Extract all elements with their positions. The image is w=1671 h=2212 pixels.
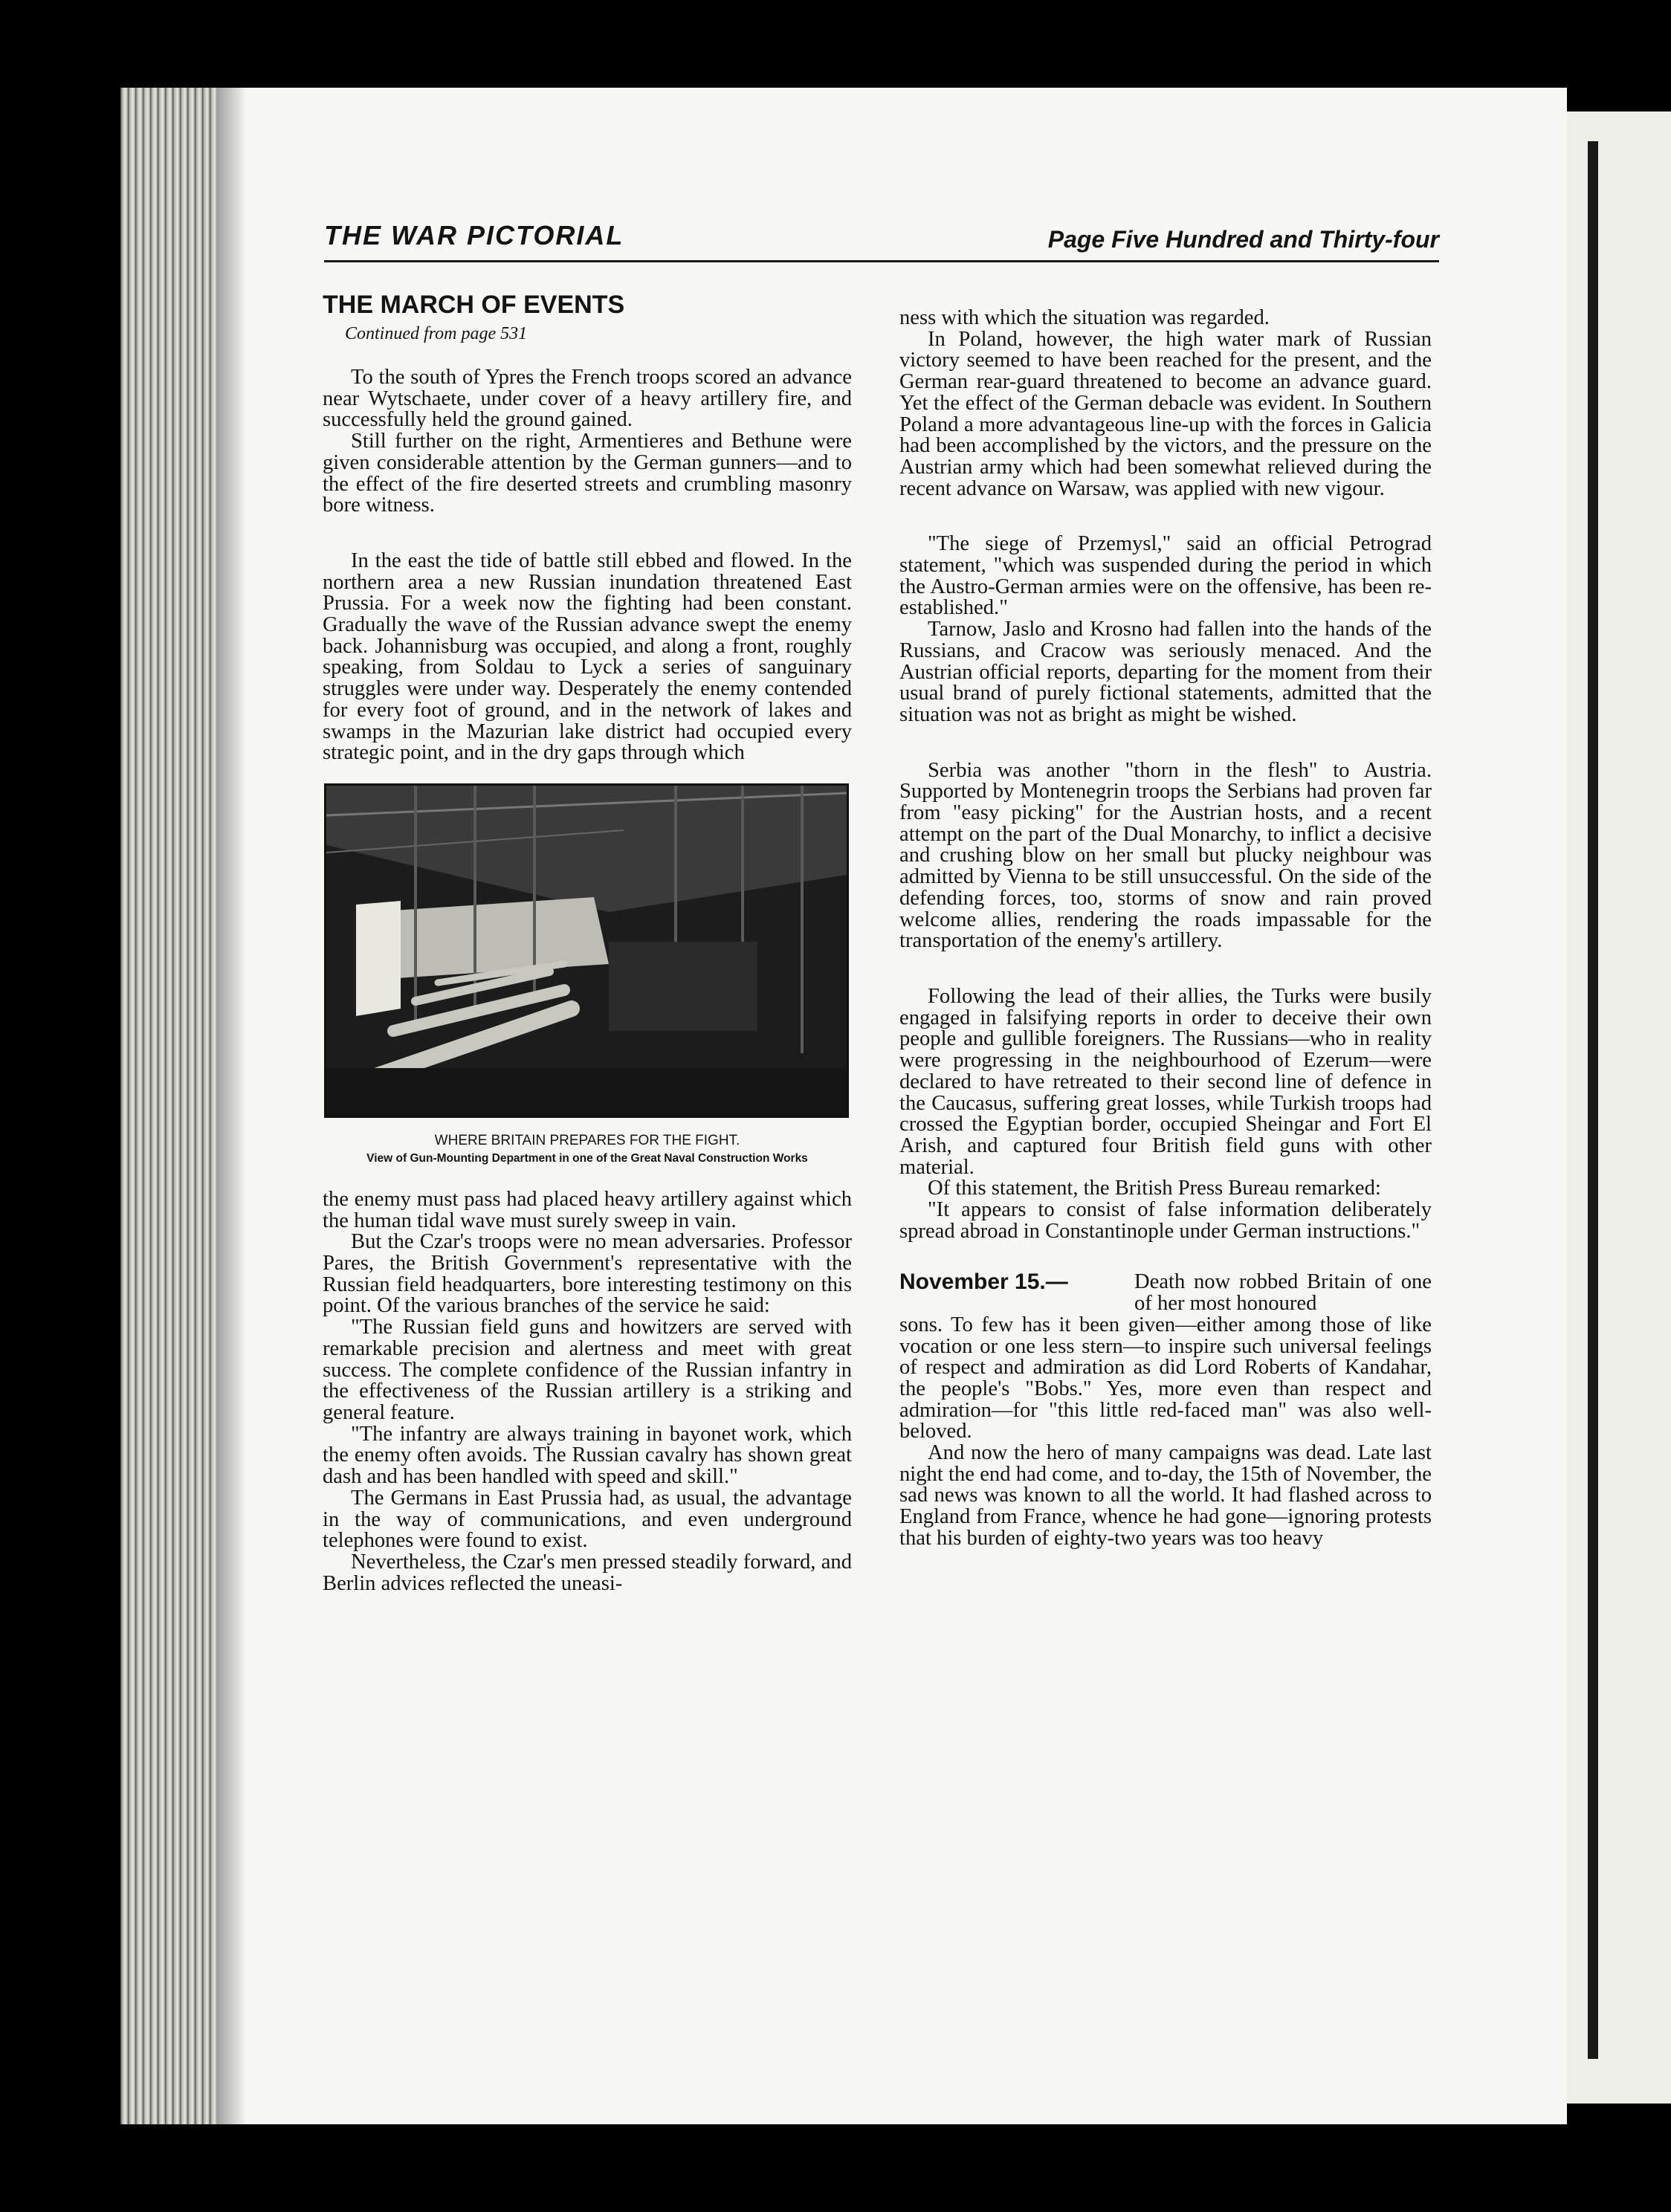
figure <box>323 783 852 1167</box>
facing-page-binding <box>1588 141 1598 2059</box>
right-column <box>899 308 1432 1550</box>
date-lead-text: Death now robbed Britain of one of her most honoured <box>1134 1270 1432 1316</box>
paragraph: Tarnow, Jaslo and Krosno had fallen into the hands of the Russians, and Cracow was seriously menaced. And the Austrian official reports, departing for the moment from their usual brand of purely fictional statements, admitted that the situation was not as bright as might be wished. <box>899 618 1432 726</box>
paragraph: "The siege of Przemysl," said an official Petrograd statement, "which was suspended during the period in which the Austro-German armies were on the offensive, has been re-established." <box>899 532 1432 620</box>
date-entry <box>899 1272 1432 1314</box>
book-page-edges <box>120 88 217 2124</box>
gutter-shadow <box>217 88 247 2124</box>
paragraph: Still further on the right, Armentieres and Bethune were given considerable attention by the German gunners—and to the effect of the fire deserted streets and crumbling masonry bore witness. <box>323 430 852 517</box>
figure-subcaption: View of Gun-Mounting Department in one of the Great Naval Construction Works <box>366 1151 808 1165</box>
paragraph: Of this statement, the British Press Bureau remarked: <box>928 1177 1381 1200</box>
paragraph: The Germans in East Prussia had, as usual, the advantage in the way of communications, and even underground telephones were found to exist. <box>323 1486 852 1553</box>
paragraph: the enemy must pass had placed heavy artillery against which the human tidal wave must surely sweep in vain. <box>323 1187 852 1232</box>
factory-photo <box>324 783 849 1118</box>
paragraph: "It appears to consist of false information deliberately spread abroad in Constantinople under German instructions." <box>899 1198 1432 1243</box>
right-block-3 <box>899 760 1432 952</box>
facing-page-edge <box>1567 111 1671 2103</box>
header-rule <box>324 260 1439 262</box>
paragraph: And now the hero of many campaigns was dead. Late last night the end had come, and to-day, the 15th of November, the sad news was known to all the world. It had flashed across to England from France, whence he had gone—ignoring protests that his burden of eighty-two years was too heavy <box>899 1441 1432 1550</box>
right-block-2 <box>899 534 1432 725</box>
paragraph: In the east the tide of battle still ebbed and flowed. In the northern area a new Russian inundation threatened East Prussia. For a week now the fighting had been constant. Gradually the wave of the Russian advance swept the enemy back. Johannisburg was occupied, and along a front, roughly speaking, from Soldau to Lyck a series of sanguinary struggles were under way. Desperately the enemy contended for every foot of ground, and in the network of lakes and swamps in the Mazurian lake district had occupied every strategic point, and in the dry gaps through which <box>323 549 852 765</box>
publication-title: THE WAR PICTORIAL <box>324 220 624 250</box>
right-block-4 <box>899 986 1432 1242</box>
left-column <box>323 290 852 1594</box>
paragraph: "The infantry are always training in bayonet work, which the enemy often avoids. The Russian cavalry has shown great dash and has been handled with speed and skill." <box>323 1422 852 1489</box>
figure-caption: WHERE BRITAIN PREPARES FOR THE FIGHT. <box>434 1132 740 1148</box>
article-title: THE MARCH OF EVENTS <box>323 291 625 319</box>
left-block-1 <box>323 367 852 517</box>
paragraph: "The Russian field guns and howitzers are served with remarkable precision and alertness and meet with great success. The complete confidence of the Russian infantry in the effectiveness of the Russian artillery is a striking and general feature. <box>323 1316 852 1424</box>
paragraph: But the Czar's troops were no mean adversaries. Professor Pares, the British Government's representative with the Russian field headquarters, bore interesting testimony on this point. Of the various branches of the service he said: <box>323 1230 852 1318</box>
left-block-3 <box>323 1189 852 1594</box>
paragraph: To the south of Ypres the French troops scored an advance near Wytschaete, under cover of a heavy artillery fire, and successfully held the ground gained. <box>323 366 852 432</box>
left-block-2 <box>323 551 852 764</box>
date-continuation: sons. To few has it been given—either among those of like vocation or one less stern—to inspire such universal feelings of respect and admiration as did Lord Roberts of Kandahar, the people's "Bobs." Yes, more even than respect and admiration—for "this little red-faced man" was also well-beloved. <box>899 1313 1432 1443</box>
paragraph: Nevertheless, the Czar's men pressed steadily forward, and Berlin advices reflected the uneasi- <box>323 1550 852 1595</box>
paragraph: ness with which the situation was regarded. <box>899 306 1270 329</box>
running-head <box>324 220 1439 260</box>
right-block-5 <box>899 1443 1432 1550</box>
right-block-1 <box>899 308 1432 499</box>
paragraph: In Poland, however, the high water mark of Russian victory seemed to have been reached for the present, and the German rear-guard threatened to become an advance guard. Yet the effect of the German debacle was evident. In Southern Poland a more advantageous line-up with the forces in Galicia had been accomplished by the victors, and the pressure on the Austrian army which had been somewhat relieved during the recent advance on Warsaw, was applied with new vigour. <box>899 327 1432 500</box>
date-label: November 15.— <box>899 1270 1068 1295</box>
paragraph: Following the lead of their allies, the Turks were busily engaged in falsifying reports in order to deceive their own people and gullible foreigners. The Russians—who in reality were progressing in the neighbourhood of Ezerum—were declared to have retreated to their second line of defence in the Caucasus, suffering great losses, while Turkish troops had crossed the Egyptian border, occupied Sheingar and Fort El Arish, and captured four British field guns with other material. <box>899 984 1432 1179</box>
paragraph: Serbia was another "thorn in the flesh" to Austria. Supported by Montenegrin troops the Serbians had proven far from "easy picking" for the Austrian hosts, and a recent attempt on the part of the Dual Monarchy, to inflict a decisive and crushing blow on her small but plucky neighbour was admitted by Vienna to be still unsuccessful. On the side of the defending forces, too, storms of snow and rain proved welcome allies, rendering the roads impassable for the transportation of the enemy's artillery. <box>899 758 1432 953</box>
page-number-label: Page Five Hundred and Thirty-four <box>1047 226 1439 253</box>
continued-note: Continued from page 531 <box>345 324 528 343</box>
